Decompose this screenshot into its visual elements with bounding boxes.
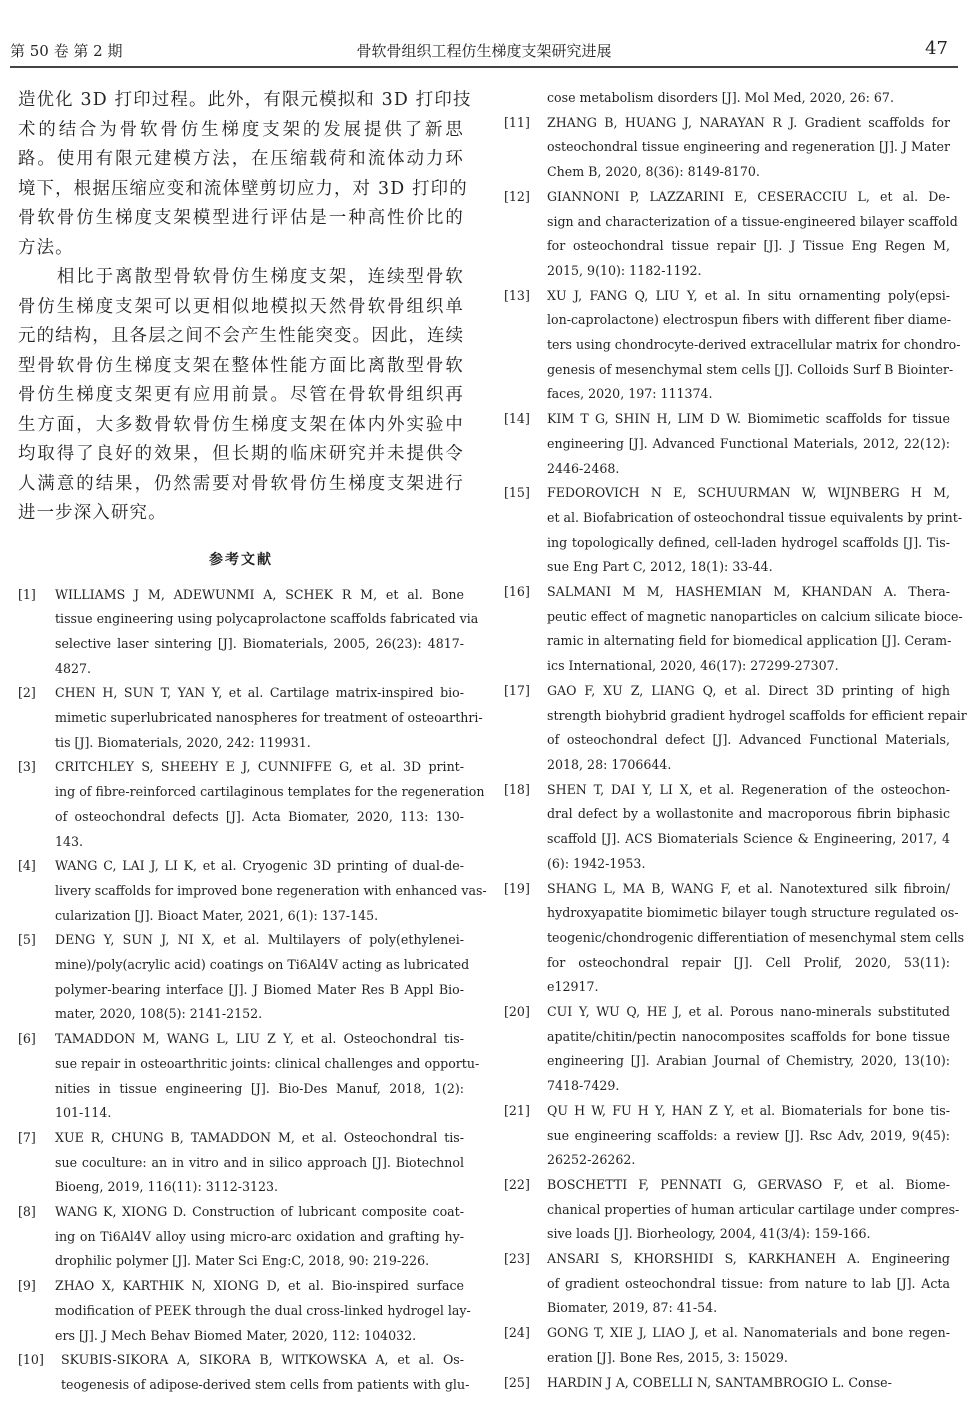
reference-item <box>18 1126 464 1200</box>
reference-line: TAMADDON M, WANG L, LIU Z Y, et al. Osteochondral tis- <box>55 1031 464 1047</box>
reference-item <box>504 1099 950 1173</box>
reference-item <box>18 928 470 1027</box>
reference-number: [21] <box>504 1102 530 1118</box>
reference-line: hydroxyapatite biomimetic bilayer tough structure regulated os- <box>547 905 959 921</box>
reference-number: [10] <box>18 1352 44 1368</box>
reference-line: ANSARI S, KHORSHIDI S, KARKHANEH A. Engineering <box>547 1251 950 1267</box>
reference-item <box>18 583 479 682</box>
reference-line: selective laser sintering [J]. Biomaterials, 2005, 26(23): 4817- <box>55 635 464 651</box>
reference-line: sue coculture: an in vitro and in silico approach [J]. Biotechnol <box>55 1154 464 1170</box>
reference-line: SHEN T, DAI Y, LI X, et al. Regeneration of the osteochon- <box>547 781 950 797</box>
reference-line: of osteochondral defects [J]. Acta Biomater, 2020, 113: 130- <box>55 808 464 824</box>
reference-text <box>547 1099 950 1173</box>
reference-number: [5] <box>18 932 36 948</box>
reference-line: DENG Y, SUN J, NI X, et al. Multilayers of poly(ethylenei- <box>55 932 464 948</box>
reference-line: sive loads [J]. Biorheology, 2004, 41(3/4): 159-166. <box>547 1226 871 1242</box>
reference-line: engineering [J]. Arabian Journal of Chemistry, 2020, 13(10): <box>547 1053 950 1069</box>
reference-line: 2446-2468. <box>547 460 620 476</box>
reference-text <box>55 1027 480 1126</box>
reference-item <box>18 681 483 755</box>
reference-line: eration [J]. Bone Res, 2015, 3: 15029. <box>547 1349 788 1365</box>
reference-text <box>55 583 479 682</box>
reference-line: mater, 2020, 108(5): 2141-2152. <box>55 1006 263 1022</box>
reference-item <box>18 854 487 928</box>
reference-line: Chem B, 2020, 8(36): 8149-8170. <box>547 164 760 180</box>
page-number: 47 <box>925 38 948 59</box>
reference-number: [24] <box>504 1325 530 1341</box>
reference-line: for osteochondral repair [J]. Cell Prolif, 2020, 53(11): <box>547 954 950 970</box>
text-line: 术的结合为骨软骨仿生梯度支架的发展提供了新思 <box>18 119 464 140</box>
reference-line: dral defect by a wollastonite and macroporous fibrin biphasic <box>547 806 950 822</box>
reference-item <box>504 580 963 679</box>
reference-line: engineering [J]. Advanced Functional Materials, 2012, 22(12): <box>547 435 950 451</box>
text-line: 均取得了良好的效果，但长期的临床研究并未提供令 <box>18 444 464 464</box>
reference-item <box>504 778 950 877</box>
reference-line: ers [J]. J Mech Behav Biomed Mater, 2020, 112: 104032. <box>55 1327 417 1343</box>
text-line: 骨仿生梯度支架更有应用前景。尽管在骨软骨组织再 <box>18 385 464 405</box>
reference-item <box>504 1371 950 1396</box>
reference-text <box>55 1200 464 1274</box>
reference-item <box>504 481 963 580</box>
reference-line: 4827. <box>55 660 92 676</box>
right-column <box>504 86 967 1395</box>
text-line: 相比于离散型骨软骨仿生梯度支架，连续型骨软 <box>18 267 464 287</box>
reference-line: of gradient osteochondral tissue: from nature to lab [J]. Acta <box>547 1275 950 1291</box>
text-line: 境下，根据压缩应变和流体壁剪切应力，对 3D 打印的 <box>18 178 468 199</box>
reference-number: [19] <box>504 880 530 896</box>
reference-line: of osteochondral defect [J]. Advanced Functional Materials, <box>547 732 950 748</box>
reference-line: osteochondral tissue engineering and regeneration [J]. J Mater <box>547 139 950 155</box>
reference-line: ics International, 2020, 46(17): 27299-27307. <box>547 658 839 674</box>
text-line: 路。使用有限元建模方法，在压缩载荷和流体动力环 <box>18 149 464 169</box>
reference-line: strength biohybrid gradient hydrogel scaffolds for efficient repair <box>547 707 967 723</box>
references-title: 参考文献 <box>209 551 273 568</box>
reference-number: [23] <box>504 1251 530 1267</box>
reference-line: sue Eng Part C, 2012, 18(1): 33-44. <box>547 559 773 575</box>
reference-line: KIM T G, SHIN H, LIM D W. Biomimetic scaffolds for tissue <box>547 411 950 427</box>
reference-line: SALMANI M M, HASHEMIAN M, KHANDAN A. Thera- <box>547 584 950 600</box>
reference-item <box>504 284 961 408</box>
reference-line: drophilic polymer [J]. Mater Sci Eng:C, 2018, 90: 219-226. <box>55 1253 430 1269</box>
reference-text <box>547 778 950 877</box>
reference-line: WANG C, LAI J, LI K, et al. Cryogenic 3D printing of dual-de- <box>55 858 464 874</box>
reference-line: faces, 2020, 197: 111374. <box>547 386 713 402</box>
reference-line: ing topologically defined, cell-laden hydrogel scaffolds [J]. Tis- <box>547 534 950 550</box>
reference-list-left <box>18 583 487 1398</box>
reference-line: nities in tissue engineering [J]. Bio-Des Manuf, 2018, 1(2): <box>55 1080 464 1096</box>
reference-line: tissue engineering using polycaprolactone scaffolds fabricated via <box>55 611 479 627</box>
reference-item <box>18 1027 480 1126</box>
reference-line: GIANNONI P, LAZZARINI E, CESERACCIU L, et al. De- <box>547 188 950 204</box>
reference-item <box>504 1321 950 1370</box>
reference-line: chanical properties of human articular cartilage under compres- <box>547 1201 960 1217</box>
reference-line: BOSCHETTI F, PENNATI G, GERVASO F, et al. Biome- <box>547 1176 950 1192</box>
reference-text <box>547 284 961 408</box>
reference-item <box>504 407 950 481</box>
reference-text <box>547 877 965 1001</box>
reference-line: ZHAO X, KARTHIK N, XIONG D, et al. Bio-inspired surface <box>55 1278 464 1294</box>
text-line: 元的结构，且各层之间不会产生性能突变。因此，连续 <box>18 326 465 346</box>
reference-line: XUE R, CHUNG B, TAMADDON M, et al. Osteochondral tis- <box>55 1129 464 1145</box>
running-title: 骨软骨组织工程仿生梯度支架研究进展 <box>356 42 612 60</box>
reference-item <box>504 877 965 1001</box>
reference-line: teogenic/chondrogenic differentiation of mesenchymal stem cells <box>547 929 965 945</box>
reference-number: [7] <box>18 1129 36 1145</box>
reference-line: GAO F, XU Z, LIANG Q, et al. Direct 3D printing of high <box>547 682 950 698</box>
page-header <box>10 36 958 66</box>
reference-line: (6): 1942-1953. <box>547 855 646 871</box>
reference-line: CHEN H, SUN T, YAN Y, et al. Cartilage matrix-inspired bio- <box>55 685 464 701</box>
reference-text <box>55 928 470 1027</box>
reference-line: mine)/poly(acrylic acid) coatings on Ti6Al4V acting as lubricated <box>55 957 470 973</box>
body-text <box>18 86 472 529</box>
reference-line: FEDOROVICH N E, SCHUURMAN W, WIJNBERG H M, <box>547 485 950 501</box>
volume-issue: 第 50 卷 第 2 期 <box>10 42 123 60</box>
reference-text <box>547 679 967 778</box>
reference-item <box>504 1247 950 1321</box>
body-paragraph <box>18 86 472 263</box>
reference-list-right <box>504 111 967 1396</box>
reference-line: cularization [J]. Bioact Mater, 2021, 6(1): 137-145. <box>55 907 379 923</box>
reference-number: [14] <box>504 411 530 427</box>
reference-line: XU J, FANG Q, LIU Y, et al. In situ ornamenting poly(epsi- <box>547 287 950 303</box>
reference-line: 7418-7429. <box>547 1078 620 1094</box>
text-line: 造优化 3D 打印过程。此外，有限元模拟和 3D 打印技 <box>18 90 472 110</box>
reference-line: ing on Ti6Al4V alloy using micro-arc oxidation and grafting hy- <box>55 1228 464 1244</box>
reference-continuation: cose metabolism disorders [J]. Mol Med, 2020, 26: 67. <box>547 90 894 105</box>
reference-number: [15] <box>504 485 530 501</box>
reference-number: [13] <box>504 287 530 303</box>
reference-line: QU H W, FU H Y, HAN Z Y, et al. Biomaterials for bone tis- <box>547 1102 950 1118</box>
reference-text <box>547 1000 950 1099</box>
reference-line: ters using chondrocyte-derived extracellular matrix for chondro- <box>547 337 961 353</box>
reference-line: sue engineering scaffolds: a review [J]. Rsc Adv, 2019, 9(45): <box>547 1127 950 1143</box>
reference-line: lon-caprolactone) electrospun fibers with different fiber diame- <box>547 312 952 328</box>
reference-number: [20] <box>504 1004 530 1020</box>
header-rule <box>10 66 958 68</box>
reference-item <box>504 1000 950 1099</box>
reference-text <box>547 1247 950 1321</box>
reference-text <box>547 407 950 481</box>
reference-line: scaffold [J]. ACS Biomaterials Science & Engineering, 2017, 4 <box>547 831 950 847</box>
reference-number: [3] <box>18 759 36 775</box>
reference-text <box>55 755 485 854</box>
reference-line: for osteochondral tissue repair [J]. J Tissue Eng Regen M, <box>547 238 950 254</box>
reference-text <box>547 111 950 185</box>
reference-line: ramic in alternating field for biomedical application [J]. Ceram- <box>547 633 952 649</box>
reference-line: 101-114. <box>55 1105 112 1121</box>
reference-item <box>18 1200 464 1274</box>
reference-line: peutic effect of magnetic nanoparticles on calcium silicate bioce- <box>547 608 963 624</box>
reference-line: genesis of mesenchymal stem cells [J]. Colloids Surf B Biointer- <box>547 361 954 377</box>
reference-item <box>18 755 485 854</box>
reference-text <box>61 1348 470 1397</box>
reference-number: [2] <box>18 685 36 701</box>
reference-number: [4] <box>18 858 36 874</box>
reference-item <box>18 1348 470 1397</box>
reference-line: GONG T, XIE J, LIAO J, et al. Nanomaterials and bone regen- <box>547 1325 950 1341</box>
reference-text <box>547 1321 950 1370</box>
reference-line: apatite/chitin/pectin nanocomposites scaffolds for bone tissue <box>547 1028 950 1044</box>
reference-line: e12917. <box>547 979 599 995</box>
reference-text <box>547 1371 950 1396</box>
body-paragraph <box>18 263 464 529</box>
reference-line: 143. <box>55 833 84 849</box>
reference-text <box>55 1274 471 1348</box>
reference-text <box>547 481 963 580</box>
reference-number: [8] <box>18 1204 36 1220</box>
reference-line: 2018, 28: 1706644. <box>547 756 672 772</box>
text-line: 生方面，大多数骨软骨仿生梯度支架在体内外实验中 <box>18 414 464 435</box>
reference-item <box>504 1173 960 1247</box>
reference-number: [1] <box>18 586 36 602</box>
reference-line: SKUBIS-SIKORA A, SIKORA B, WITKOWSKA A, et al. Os- <box>61 1352 464 1368</box>
reference-line: ZHANG B, HUANG J, NARAYAN R J. Gradient scaffolds for <box>547 114 950 130</box>
reference-line: livery scaffolds for improved bone regeneration with enhanced vas- <box>55 882 487 898</box>
reference-text <box>55 681 483 755</box>
reference-item <box>504 185 958 284</box>
reference-line: tis [J]. Biomaterials, 2020, 242: 119931. <box>55 734 311 750</box>
reference-text <box>547 580 963 679</box>
text-line: 人满意的结果，仍然需要对骨软骨仿生梯度支架进行 <box>18 473 464 494</box>
left-column <box>18 86 487 1398</box>
reference-line: teogenesis of adipose-derived stem cells from patients with glu- <box>61 1377 470 1392</box>
reference-line: 2015, 9(10): 1182-1192. <box>547 262 702 278</box>
reference-line: WILLIAMS J M, ADEWUNMI A, SCHEK R M, et al. Bone <box>55 586 464 602</box>
text-line: 骨仿生梯度支架可以更相似地模拟天然骨软骨组织单 <box>18 296 464 317</box>
reference-text <box>547 1173 960 1247</box>
reference-number: [9] <box>18 1278 36 1294</box>
reference-number: [6] <box>18 1031 36 1047</box>
reference-number: [22] <box>504 1176 530 1192</box>
text-line: 进一步深入研究。 <box>18 503 167 523</box>
reference-text <box>547 185 958 284</box>
reference-text <box>55 854 487 928</box>
reference-number: [18] <box>504 781 530 797</box>
reference-line: CRITCHLEY S, SHEEHY E J, CUNNIFFE G, et al. 3D print- <box>55 759 464 775</box>
text-line: 方法。 <box>18 237 74 258</box>
reference-line: HARDIN J A, COBELLI N, SANTAMBROGIO L. Conse- <box>547 1374 892 1390</box>
reference-number: [16] <box>504 584 530 600</box>
text-line: 骨软骨仿生梯度支架模型进行评估是一种高性价比的 <box>18 208 464 228</box>
reference-line: 26252-26262. <box>547 1152 636 1168</box>
reference-number: [12] <box>504 188 530 204</box>
reference-line: sue repair in osteoarthritic joints: clinical challenges and opportu- <box>55 1055 480 1071</box>
reference-line: ing of fibre-reinforced cartilaginous templates for the regeneration <box>55 784 485 800</box>
reference-line: CUI Y, WU Q, HE J, et al. Porous nano-minerals substituted <box>547 1004 950 1020</box>
reference-number: [25] <box>504 1374 530 1390</box>
text-line: 型骨软骨仿生梯度支架在整体性能方面比离散型骨软 <box>18 355 464 376</box>
reference-item <box>504 111 950 185</box>
reference-line: et al. Biofabrication of osteochondral tissue equivalents by print- <box>547 509 963 525</box>
reference-number: [11] <box>504 114 530 130</box>
reference-line: sign and characterization of a tissue-engineered bilayer scaffold <box>547 213 958 229</box>
reference-item <box>18 1274 471 1348</box>
reference-line: Biomater, 2019, 87: 41-54. <box>547 1300 718 1316</box>
reference-line: WANG K, XIONG D. Construction of lubricant composite coat- <box>55 1204 464 1220</box>
reference-line: modification of PEEK through the dual cross-linked hydrogel lay- <box>55 1302 471 1318</box>
reference-text <box>55 1126 464 1200</box>
reference-line: Bioeng, 2019, 116(11): 3112-3123. <box>55 1179 279 1195</box>
reference-line: SHANG L, MA B, WANG F, et al. Nanotextured silk fibroin/ <box>547 880 950 896</box>
reference-number: [17] <box>504 682 530 698</box>
reference-item <box>504 679 967 778</box>
reference-line: polymer-bearing interface [J]. J Biomed Mater Res B Appl Bio- <box>55 981 464 997</box>
reference-line: mimetic superlubricated nanospheres for treatment of osteoarthri- <box>55 710 483 726</box>
